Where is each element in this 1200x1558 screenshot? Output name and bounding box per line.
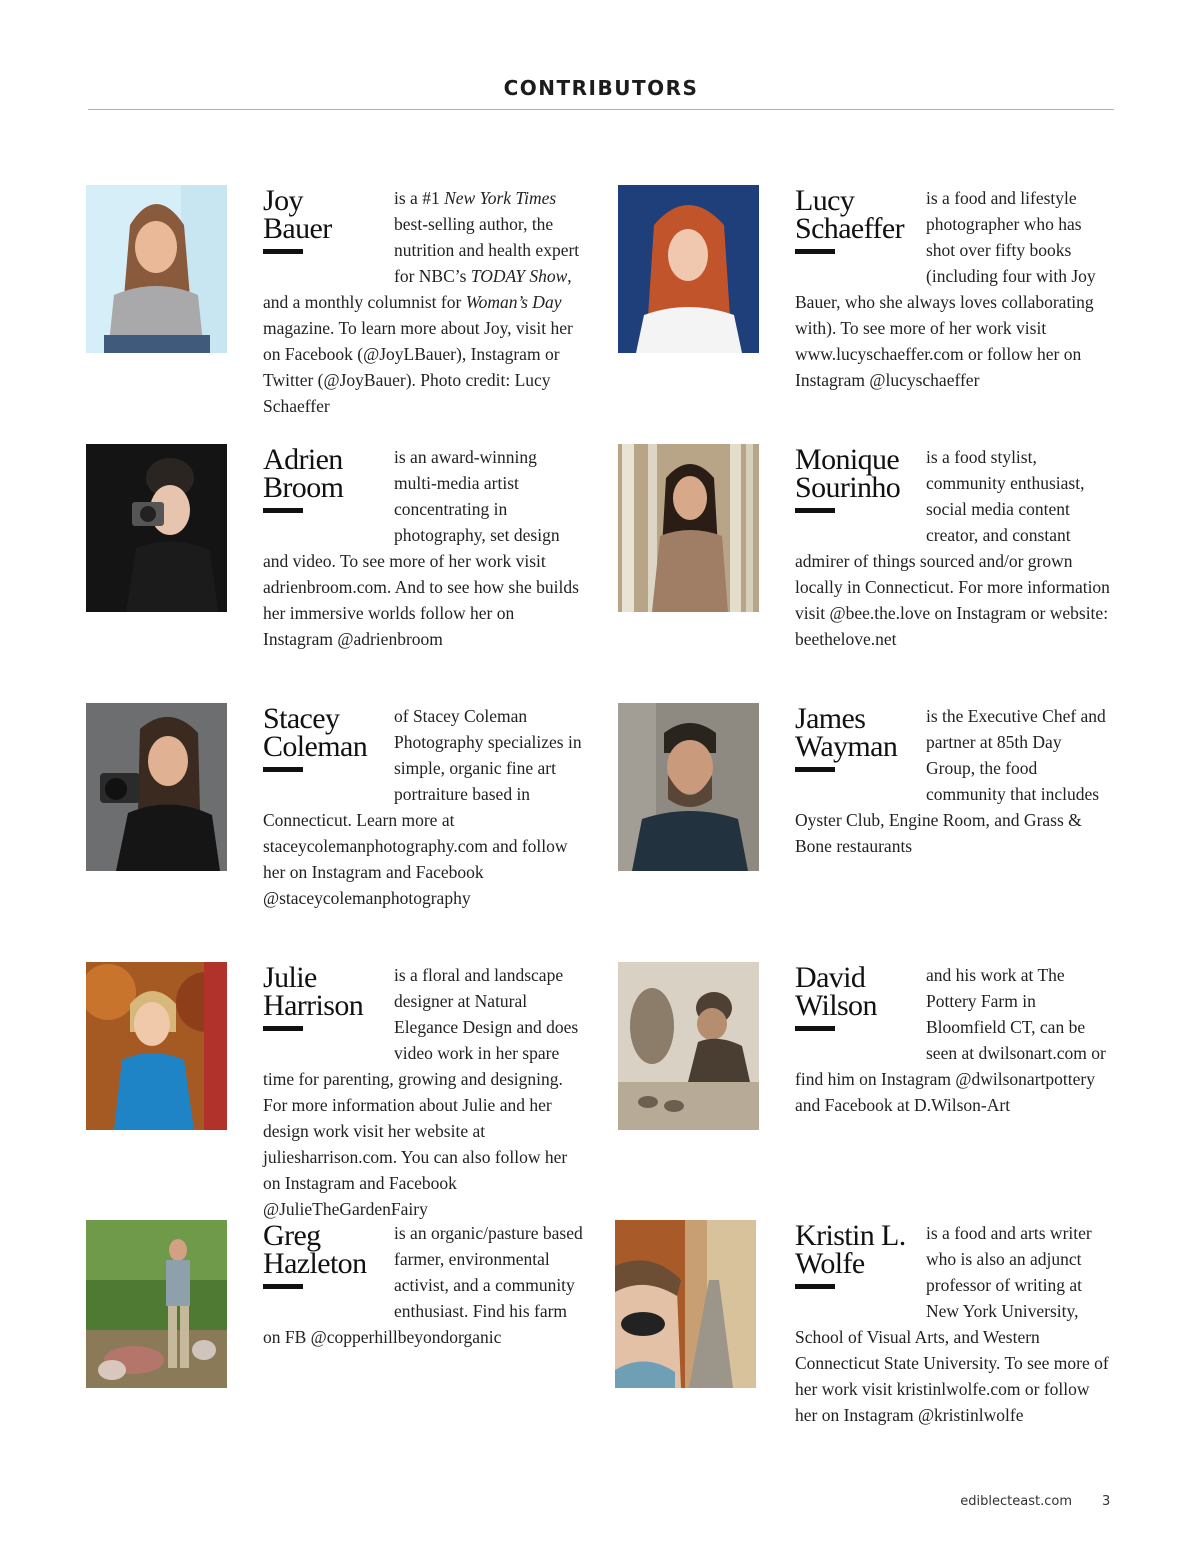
footer-website: ediblecteast.com (960, 1494, 1072, 1509)
contributor-name-block (795, 1220, 920, 1304)
contributor-name-block (795, 185, 920, 269)
contributor-name-block (795, 962, 920, 1046)
contributor-name-block (263, 1220, 388, 1304)
contributor-photo-james-wayman (618, 703, 759, 871)
contributor-bio: is a #1 New York Times best-selling author, the nutrition and health expert for NBC’s TODAY Show, and a monthly columnist for Woman’s Day magazine. To learn more about Joy, visit her on Facebook (@JoyLBauer), Instagram or Twitter (@JoyBauer). Photo credit: Lucy Schaeffer (263, 188, 580, 416)
name-underline (263, 508, 303, 513)
contributor-photo-joy-bauer (86, 185, 227, 353)
page-title: CONTRIBUTORS (503, 76, 699, 100)
name-underline (795, 767, 835, 772)
header-divider (88, 109, 1114, 110)
contributor-name: Adrien Broom (263, 443, 344, 504)
contributor-name: Joy Bauer (263, 184, 332, 245)
contributor-name-block (263, 185, 388, 269)
contributor-name-block (263, 962, 388, 1046)
contributor-name-block (795, 444, 920, 528)
contributor-bio: is an award-winning multi-media artist concentrating in photography, set design and video. To see more of her work visit adrienbroom.com. And to see how she builds her immersive worlds follow her on Instagram @adrienbroom (263, 447, 579, 649)
contributor-photo-julie-harrison (86, 962, 227, 1130)
contributor-name-block (263, 444, 388, 528)
contributor-name: Julie Harrison (263, 961, 364, 1022)
contributor-name: Monique Sourinho (795, 443, 901, 504)
contributor-photo-greg-hazleton (86, 1220, 227, 1388)
name-underline (795, 1026, 835, 1031)
contributor-bio: and his work at The Pottery Farm in Bloomfield CT, can be seen at dwilsonart.com or find him on Instagram @dwilsonartpottery and Facebook at D.Wilson-Art (795, 965, 1106, 1115)
name-underline (263, 1026, 303, 1031)
contributor-photo-lucy-schaeffer (618, 185, 759, 353)
contributor-name: Stacey Coleman (263, 702, 368, 763)
contributor-photo-david-wilson (618, 962, 759, 1130)
contributor-bio: is a floral and landscape designer at Natural Elegance Design and does video work in her spare time for parenting, growing and designing. For more information about Julie and her design work visit her website at juliesharrison.com. You can also follow her on Instagram and Facebook @JulieTheGardenFairy (263, 965, 579, 1219)
contributor-name-block (795, 703, 920, 787)
contributor-name: Kristin L. Wolfe (795, 1219, 906, 1280)
contributor-name: Greg Hazleton (263, 1219, 367, 1280)
contributor-name: James Wayman (795, 702, 898, 763)
name-underline (263, 1284, 303, 1289)
contributor-bio: is a food and lifestyle photographer who has shot over fifty books (including four with Joy Bauer, who she always loves collaborating with). To see more of her work visit www.lucyschaeffer.com or follow her on Instagram @lucyschaeffer (795, 188, 1096, 390)
contributor-bio: is a food stylist, community enthusiast, social media content creator, and constant admirer of things sourced and/or grown locally in Connecticut. For more information visit @bee.the.love on Instagram or website: beethelove.net (795, 447, 1110, 649)
contributor-photo-stacey-coleman (86, 703, 227, 871)
contributor-bio: is an organic/pasture based farmer, environmental activist, and a community enthusiast. Find his farm on FB @copperhillbeyondorganic (263, 1223, 583, 1347)
contributor-bio: of Stacey Coleman Photography specializes in simple, organic fine art portraiture based in Connecticut. Learn more at staceycolemanphotography.com and follow her on Instagram and Facebook @staceycolemanphotography (263, 706, 582, 908)
contributor-bio: is a food and arts writer who is also an adjunct professor of writing at New York University, School of Visual Arts, and Western Connecticut State University. To see more of her work visit kristinlwolfe.com or follow her on Instagram @kristinlwolfe (795, 1223, 1109, 1425)
contributor-name: Lucy Schaeffer (795, 184, 904, 245)
name-underline (795, 508, 835, 513)
name-underline (795, 249, 835, 254)
contributor-name-block (263, 703, 388, 787)
contributor-photo-monique-sourinho (618, 444, 759, 612)
name-underline (795, 1284, 835, 1289)
contributor-bio: is the Executive Chef and partner at 85th Day Group, the food community that includes Oyster Club, Engine Room, and Grass & Bone restaurants (795, 706, 1106, 856)
name-underline (263, 249, 303, 254)
page-number: 3 (1102, 1494, 1111, 1509)
page-header (88, 76, 1114, 110)
contributor-photo-kristin-wolfe (615, 1220, 756, 1388)
contributor-name: David Wilson (795, 961, 877, 1022)
contributor-photo-adrien-broom (86, 444, 227, 612)
name-underline (263, 767, 303, 772)
